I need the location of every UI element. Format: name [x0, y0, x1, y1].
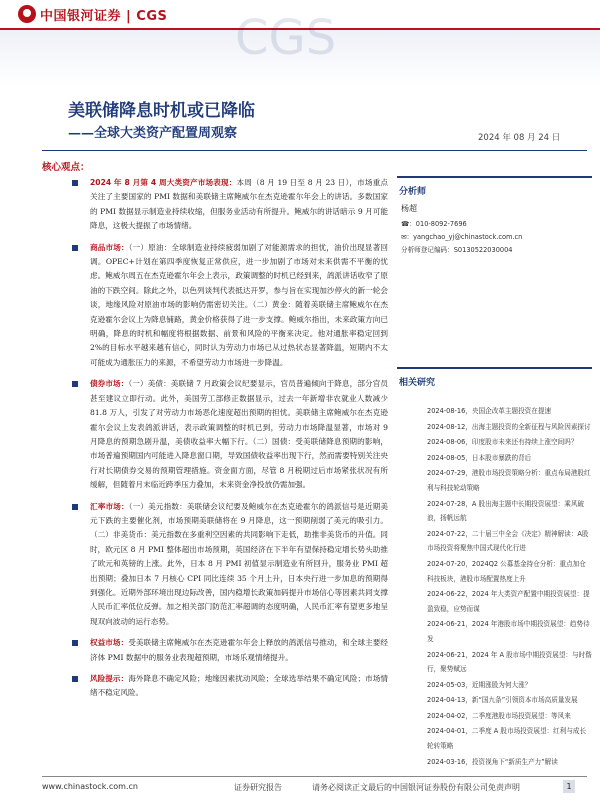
paragraph-text: （一）原油：全球制造业持续疲弱加剧了对能源需求的担忧，油价出现显著回调。OPEC+计划在第四季度恢复正常供应，进一步加剧了市场对未来供需不平衡的忧虑。鲍威尔周五在杰克逊霍尔年会上表示，政策调整的时机已经到来，鸽派讲话收窄了原油的下跌空间。除此之外，以色列谈判代表抵达开罗，参与旨在实现加沙停火的新一轮会谈，地缘风险对原油市场的影响仍需密切关注。（二）黄金：随着美联储主席鲍威尔在杰克逊霍尔会议上为降息铺路，黄金价格获得了进一步支撑。鲍威尔指出，未来政策方向已明确，降息的时机和幅度将根据数据、前景和风险的平衡来决定。他对通胀率稳定回到 2%的目标水平越来越有信心，同时认为劳动力市场已从过热状态显著降温，短期内不太可能成为通胀压力的来源，不希望劳动力市场进一步降温。 — [90, 242, 389, 367]
paragraph-commodities — [42, 241, 388, 371]
core-views-label: 核心观点： — [42, 162, 90, 173]
brand-logo-icon — [18, 5, 36, 23]
page-title: 美联储降息时机或已降临 — [68, 101, 255, 121]
footer-website[interactable]: www.chinastock.com.cn — [42, 782, 138, 791]
sidebar — [397, 176, 592, 770]
related-research-item[interactable]: 2024-08-05，日本股市暴跌的背后 — [427, 453, 532, 462]
paragraph-bonds — [42, 377, 388, 492]
main-content — [42, 176, 388, 708]
related-research-item[interactable]: 2024-06-21，2024 年 A 股市场中期投资展望：与时偕行，聚势赋远 — [427, 650, 592, 674]
analyst-phone: ☎：010-8092-7696 — [401, 220, 467, 228]
related-research-item[interactable]: 2024-04-02，二季度港股市场投资展望：等风来 — [427, 711, 571, 720]
related-research-item[interactable]: 2024-03-16，投资视角下“新质生产力”解读 — [427, 757, 558, 766]
paragraph-market-performance — [42, 176, 388, 234]
related-research-item[interactable]: 2024-05-03，近期涨股为何大涨？ — [427, 680, 532, 689]
analyst-heading: 分析师 — [399, 187, 427, 197]
related-research-item[interactable]: 2024-04-13，新“国九条”引领资本市场高质量发展 — [427, 696, 578, 705]
brand-name: 中国银河证券 | CGS — [40, 9, 168, 24]
watermark-icon — [230, 4, 337, 66]
related-research-item[interactable]: 2024-04-01，二季度 A 股市场投资展望：红利与成长轮转策略 — [427, 727, 587, 751]
paragraph-label: 2024 年 8 月第 4 周大类资产市场表现： — [90, 178, 237, 187]
related-research-item[interactable]: 2024-08-16，央国企改革主题投资在提速 — [427, 407, 552, 415]
related-research-item[interactable]: 2024-06-22，2024 年大类资产配置中期投资展望：提盈致稳，应势而谋 — [427, 590, 590, 613]
paragraph-equities — [42, 636, 388, 665]
related-research-item[interactable]: 2024-07-28，A 股出海主题中长期投资展望：乘风破浪，扬帆远航 — [427, 499, 585, 523]
paragraph-label: 汇率市场： — [90, 501, 129, 511]
related-research-item[interactable]: 2024-07-22，二十届三中全会《决定》精神解读：A股市场投资将聚焦中国式现代化行进 — [427, 529, 589, 553]
title-divider — [42, 150, 587, 151]
footer-divider — [42, 776, 587, 777]
related-research-item[interactable]: 2024-07-20，2024Q2 公募基金持仓分析：重点加仓科技板块，港股市场配置热度上升 — [427, 559, 586, 583]
analyst-cert: 分析师登记编码：S0130522030004 — [401, 246, 513, 254]
paragraph-text: （一）美元指数：美联储会议纪要及鲍威尔在杰克逊霍尔的鸽派信号是近期美元下跌的主要催化剂，市场预期美联储将在 9 月降息，这一预期削弱了美元的吸引力。（二）非美货币：美元指数在多重利空因素的共同影响下走低，助推非美货币的升值。同时，欧元区 8 月 PMI 整体超出市场预期，英国经济在下半年有望保持稳定增长势头助推了欧元和英镑的上涨。此外，日本 8 月 PMI 初值显示制造业有所回升，服务业 PMI 超出预期；叠加日本 7 月核心 CPI 同比连续 35 个月上升，日本央行进一步加息的预期得到强化。近期外部环境出现边际改善，国内稳增长政策加码提升市场信心等因素共同支撑人民币汇率低位反弹。加之相关部门防范汇率超调的态度明确，人民币汇率有望更多地呈现双向波动的运行态势。 — [90, 501, 389, 626]
bullet-icon — [72, 676, 78, 682]
paragraph-label: 权益市场： — [90, 638, 129, 648]
report-date: 2024 年 08 月 24 日 — [478, 133, 561, 143]
paragraph-label: 风险提示： — [90, 674, 129, 683]
page-number: 1 — [563, 780, 575, 793]
paragraph-fx — [42, 500, 388, 630]
bullet-icon — [72, 245, 78, 251]
bullet-icon — [72, 640, 78, 646]
related-research-heading: 相关研究 — [399, 378, 436, 388]
sidebar-divider — [397, 176, 592, 178]
footer-report-type: 证券研究报告 — [234, 783, 282, 792]
paragraph-text: 海外降息不确定风险；地缘因素扰动风险；全球选举结果不确定风险；市场情绪不稳定风险。 — [90, 674, 389, 698]
related-research-item[interactable]: 2024-06-21，2024 年港股市场中期投资展望：趋势待发 — [427, 620, 590, 643]
paragraph-text: 本周（8 月 19 日至 8 月 23 日），市场重点关注了主要国家的 PMI 数据和美联储主席鲍威尔在杰克逊霍尔年会上的讲话。多数国家的 PMI 数据显示制造业持续收缩，但服务业活动有所提升。鲍威尔的讲话暗示 9 月可能降息，这极大提振了市场情绪。 — [90, 178, 388, 231]
paragraph-label: 商品市场： — [90, 242, 129, 252]
footer-disclaimer: 请务必阅读正文最后的中国银河证券股份有限公司免责声明 — [312, 783, 520, 792]
sidebar-divider — [397, 367, 592, 369]
page-subtitle: ——全球大类资产配置周观察 — [68, 126, 238, 141]
svg-text:CGS: CGS — [235, 10, 337, 66]
analyst-email[interactable]: ✉：yangchao_yj@chinastock.com.cn — [401, 233, 523, 241]
bullet-icon — [72, 381, 78, 387]
paragraph-text: 受美联储主席鲍威尔在杰克逊霍尔年会上释放的鸽派信号推动，和全球主要经济体 PMI 数据中的服务业表现超预期，市场乐观情绪提升。 — [90, 638, 389, 662]
paragraph-label: 债券市场： — [90, 379, 129, 389]
paragraph-risks — [42, 672, 388, 701]
bullet-icon — [72, 180, 78, 186]
related-research-item[interactable]: 2024-08-06，印度股市未来还有持续上涨空间吗？ — [427, 438, 578, 447]
related-research-item[interactable]: 2024-07-29，港股市场投资策略分析：重点布局港股红利与科技轮动策略 — [427, 469, 591, 492]
analyst-name: 杨超 — [401, 204, 417, 213]
bullet-icon — [72, 504, 78, 510]
paragraph-text: （一）美债：美联储 7 月政策会议纪要显示，官员普遍倾向于降息，部分官员甚至建议立即行动。此外，美国劳工部修正数据显示，过去一年新增非农就业人数减少 81.8 万人，引发了对劳动力市场恶化速度超出预期的担忧。美联储主席鲍威尔在杰克逊霍尔会议上发表鸽派讲话，表示政策调整的时机已到，劳动力市场降温显著，市场对 9 月降息的预期急剧升温，美债收益率大幅下行。（二）国债：受美联储降息预期的影响，市场普遍预期国内可能进入降息窗口期，导致国债收益率出现下行，然而需要特别关注央行对长期债券交易的预期管理措施。资金面方面，尽管 8 月税期过后市场紧张状况有所缓解，但随着月末临近跨季压力叠加，未来资金净投放仍需加强。 — [90, 379, 389, 490]
related-research-item[interactable]: 2024-08-12，出海主题投资的全新征程与风险因素探讨 — [427, 422, 591, 431]
